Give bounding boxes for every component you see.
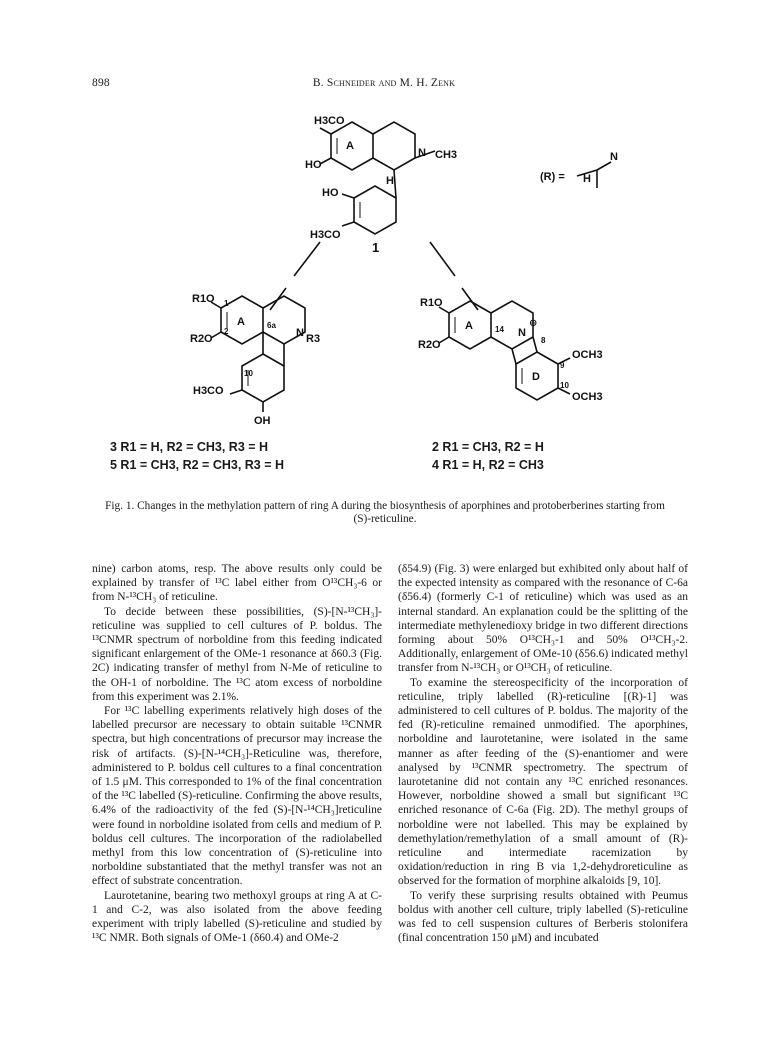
left-oh-label: OH: [254, 415, 271, 427]
left-h3co-label: H3CO: [193, 385, 224, 397]
figure-caption: Fig. 1. Changes in the methylation pattern of ring A during the biosynthesis of aporphines and protoberberines starting from (S)-reticuline.: [105, 500, 665, 525]
left-paragraph-3: For ¹³C labelling experiments relatively high doses of the labelled precursor are necessary to obtain suitable ¹³CNMR spectra, but high concentrations of precursor may increase the risk of artifacts. (S)-[N-¹⁴CH₃]-Reticuline was, therefore, administered to P. boldus cell cultures to a final concentration of 1.5 μM. This corresponded to 1% of the final concentration of the ¹³C labelled (S)-reticuline. Confirming the above results, 6.4% of the radioactivity of the fed (S)-[N-¹⁴CH₃]reticuline were found in norboldine isolated from cells and medium of P. boldus cell cultures. The incorporation of the radiolabelled methyl from this low concentration of (S)-reticuline into norboldine substantiated that the methyl transfer was not an effect of substrate concentration.: [92, 705, 382, 888]
legend-compound-2: 2 R1 = CH3, R2 = H: [432, 440, 544, 454]
compound-1-label: 1: [372, 240, 380, 255]
left-pos-2: 2: [224, 327, 229, 336]
running-header-authors: B. Schneider and M. H. Zenk: [312, 77, 456, 89]
right-r1o-label: R1O: [420, 297, 443, 309]
right-och3-label-2: OCH3: [572, 391, 603, 403]
right-ring-d-label: D: [532, 371, 540, 383]
r-definition-label: (R) =: [540, 171, 565, 183]
legend-compound-3: 3 R1 = H, R2 = CH3, R3 = H: [110, 440, 269, 454]
left-r1o-label: R1O: [192, 293, 215, 305]
page-number: 898: [92, 77, 110, 89]
top-nch3-label: CH3: [435, 149, 458, 161]
figure-1: [90, 96, 680, 476]
right-paragraph-2: To examine the stereospecificity of the incorporation of reticuline, triply labelled (R)-reticuline [(R)-1] was administered to cell cultures of P. boldus. The majority of the fed (R)-reticuline remained unmodified. The aporphines, norboldine and laurotetanine, were isolated in the same manner as after feeding of the (S)-enantiomer and were analysed by ¹³CNMR spectrometry. The spectrum of laurotetanine did not contain any ¹³C enriched resonances. However, norboldine showed a small but significant ¹³C enriched resonance of C-6a (Fig. 2D). The methyl groups of norboldine were not labelled. This may be explained by demethylation/remethylation of a small amount of (R)-reticuline and intermediate racemization by oxidation/reduction in ring B via 1,2-dehydroreticuline as observed for the formation of morphine alkaloids [9, 10].: [398, 676, 688, 888]
structure-scheme: [90, 96, 680, 476]
top-ho-label-2: HO: [322, 187, 339, 199]
right-r2o-label: R2O: [418, 339, 441, 351]
right-14-label: 14: [495, 325, 504, 334]
left-column: [92, 562, 382, 945]
top-ho-label-1: HO: [305, 159, 322, 171]
left-ring-a-label: A: [237, 316, 245, 328]
top-ome2-label: H3CO: [310, 229, 341, 241]
left-n-label: N: [296, 327, 304, 339]
top-h-label: H: [386, 175, 394, 187]
right-8-label: 8: [541, 336, 546, 345]
right-10-label: 10: [560, 381, 569, 390]
top-ome-label: H3CO: [314, 115, 345, 127]
right-column: [398, 562, 688, 945]
right-ring-a-label: A: [465, 320, 473, 332]
top-n-label: N: [418, 147, 426, 159]
legend-compound-5: 5 R1 = CH3, R2 = CH3, R3 = H: [110, 458, 285, 472]
legend-compound-4: 4 R1 = H, R2 = CH3: [432, 458, 544, 472]
left-r2o-label: R2O: [190, 333, 213, 345]
left-paragraph-2: To decide between these possibilities, (S)-[N-¹³CH₃]-reticuline was supplied to cell cultures of P. boldus. The ¹³CNMR spectrum of norboldine from this feeding indicated significant enlargement of the OMe-1 resonance at δ60.3 (Fig. 2C) indicating transfer of methyl from N-Me of reticuline to the OH-1 of norboldine. The ¹³C atom excess of norboldine from this experiment was 2.1%.: [92, 605, 382, 703]
left-6a-label: 6a: [267, 321, 276, 330]
left-r3-label: R3: [306, 333, 321, 345]
left-pos-1: 1: [224, 299, 229, 308]
right-paragraph-1: (δ54.9) (Fig. 3) were enlarged but exhibited only about half of the expected intensity as compared with the resonance of C-6a (δ56.4) (formerly C-1 of reticuline) which was used as an internal standard. An explanation could be the splitting of the intermediate methylenedioxy bridge in two different directions forming about 50% O¹³CH₃-1 and 50% O¹³CH₃-2. Additionally, enlargement of OMe-10 (δ56.6) indicated methyl transfer from N-¹³CH₃ or O¹³CH₃ of reticuline.: [398, 563, 688, 675]
right-paragraph-3: To verify these surprising results obtained with Peumus boldus with another cell culture, triply labelled (S)-reticuline was fed to cell suspension cultures of Berberis stolonifera (final concentration 150 μM) and incubated: [398, 889, 688, 945]
right-n-label: N: [518, 327, 526, 339]
left-pos-10: 10: [244, 369, 253, 378]
left-paragraph-4: Laurotetanine, bearing two methoxyl groups at ring A at C-1 and C-2, was also isolated from the above feeding experiment with triply labelled (S)-reticuline and studied by ¹³C NMR. Both signals of OMe-1 (δ60.4) and OMe-2: [92, 889, 382, 945]
r-n-label: N: [610, 151, 618, 163]
right-och3-label-1: OCH3: [572, 349, 603, 361]
left-paragraph-1: nine) carbon atoms, resp. The above results only could be explained by transfer of ¹³C label either from O¹³CH₃-6 or from N-¹³CH₃ of reticuline.: [92, 563, 382, 604]
r-h-label: H: [583, 173, 591, 185]
right-9-label: 9: [560, 361, 565, 370]
right-plus-label: ⊕: [529, 318, 538, 329]
top-ring-a-label: A: [346, 140, 354, 152]
running-header: [0, 77, 768, 89]
